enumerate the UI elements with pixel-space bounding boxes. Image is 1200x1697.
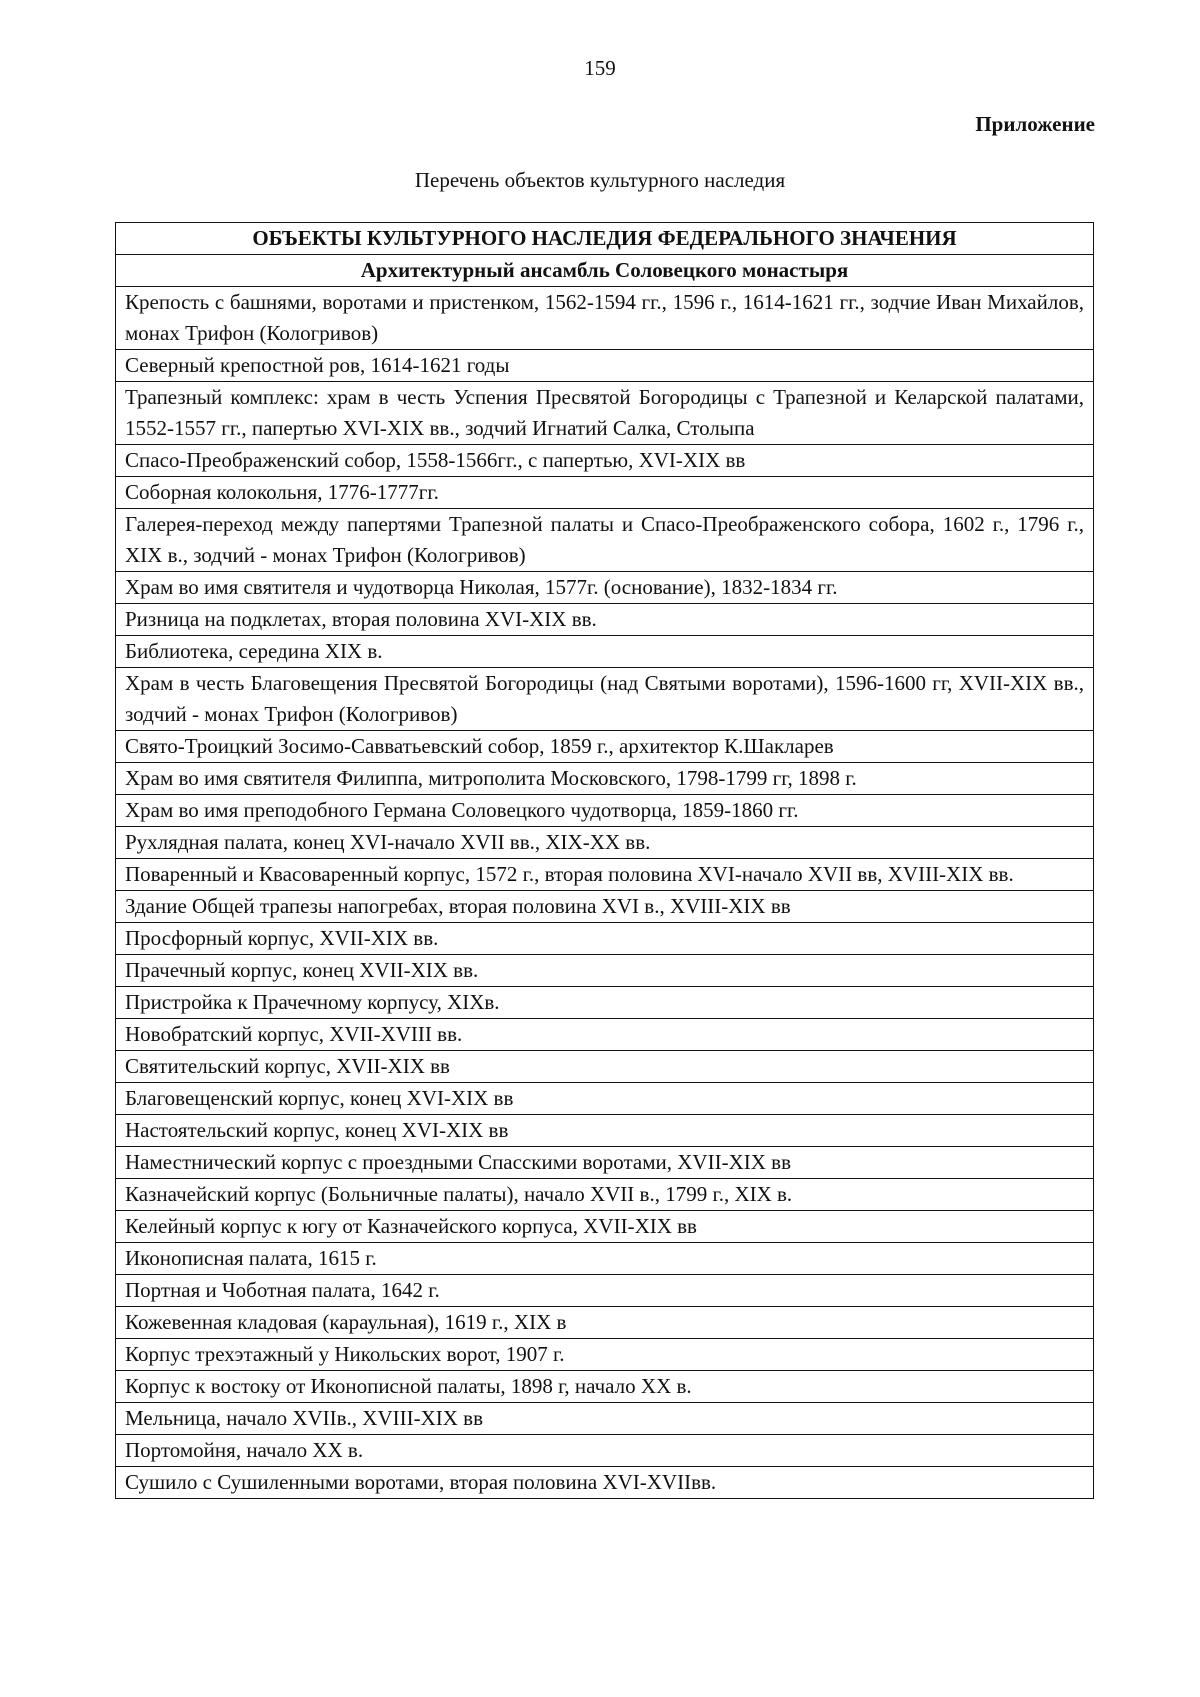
table-row [116,636,1094,668]
table-cell: Мельница, начало XVIIв., XVIII-XIX вв [116,1403,1094,1435]
table-row [116,1083,1094,1115]
table-cell: Портная и Чоботная палата, 1642 г. [116,1275,1094,1307]
table-subheader-row [116,255,1094,287]
table-row [116,1179,1094,1211]
table-row [116,1275,1094,1307]
table-cell: Храм во имя святителя Филиппа, митрополита Московского, 1798-1799 гг, 1898 г. [116,763,1094,795]
table-row [116,891,1094,923]
table-cell: Крепость с башнями, воротами и пристенком, 1562-1594 гг., 1596 г., 1614-1621 гг., зодчие Иван Михайлов, монах Трифон (Кологривов) [116,287,1094,350]
table-row [116,445,1094,477]
table-cell: Трапезный комплекс: храм в честь Успения Пресвятой Богородицы с Трапезной и Келарской палатами, 1552-1557 гг., папертью XVI-XIX вв., зодчий Игнатий Салка, Столыпа [116,382,1094,445]
table-cell: Рухлядная палата, конец XVI-начало XVII вв., XIX-XX вв. [116,827,1094,859]
table-cell: Корпус трехэтажный у Никольских ворот, 1907 г. [116,1339,1094,1371]
table-row [116,859,1094,891]
table-row [116,668,1094,731]
table-cell: Здание Общей трапезы напогребах, вторая половина XVI в., XVIII-XIX вв [116,891,1094,923]
table-row [116,1019,1094,1051]
table-row [116,1371,1094,1403]
table-row [116,1147,1094,1179]
table-cell: Портомойня, начало XX в. [116,1435,1094,1467]
table-row [116,287,1094,350]
table-header-row [116,223,1094,255]
table-row [116,350,1094,382]
table-cell: Просфорный корпус, XVII-XIX вв. [116,923,1094,955]
heritage-table [115,222,1094,1499]
table-row [116,1051,1094,1083]
table-row [116,731,1094,763]
table-cell: Храм во имя святителя и чудотворца Николая, 1577г. (основание), 1832-1834 гг. [116,572,1094,604]
table-header: ОБЪЕКТЫ КУЛЬТУРНОГО НАСЛЕДИЯ ФЕДЕРАЛЬНОГО ЗНАЧЕНИЯ [116,223,1094,255]
table-row [116,1115,1094,1147]
table-cell: Поваренный и Квасоваренный корпус, 1572 г., вторая половина XVI-начало XVII вв, XVIII-XIX вв. [116,859,1094,891]
table-cell: Храм в честь Благовещения Пресвятой Богородицы (над Святыми воротами), 1596-1600 гг, XVII-XIX вв., зодчий - монах Трифон (Кологривов) [116,668,1094,731]
table-cell: Благовещенский корпус, конец XVI-XIX вв [116,1083,1094,1115]
table-row [116,572,1094,604]
table-row [116,604,1094,636]
table-row [116,1211,1094,1243]
table-cell: Пристройка к Прачечному корпусу, XIXв. [116,987,1094,1019]
table-row [116,763,1094,795]
table-row [116,955,1094,987]
table-cell: Иконописная палата, 1615 г. [116,1243,1094,1275]
table-row [116,987,1094,1019]
appendix-label: Приложение [975,112,1095,136]
table-cell: Спасо-Преображенский собор, 1558-1566гг., с папертью, XVI-XIX вв [116,445,1094,477]
table-cell: Галерея-переход между папертями Трапезной палаты и Спасо-Преображенского собора, 1602 г., 1796 г., XIX в., зодчий - монах Трифон (Кологривов) [116,509,1094,572]
table-cell: Новобратский корпус, XVII-XVIII вв. [116,1019,1094,1051]
table-row [116,1243,1094,1275]
table-cell: Прачечный корпус, конец XVII-XIX вв. [116,955,1094,987]
table-row [116,827,1094,859]
table-row [116,795,1094,827]
table-cell: Библиотека, середина XIX в. [116,636,1094,668]
table-cell: Северный крепостной ров, 1614-1621 годы [116,350,1094,382]
table-row [116,509,1094,572]
table-cell: Настоятельский корпус, конец XVI-XIX вв [116,1115,1094,1147]
list-title: Перечень объектов культурного наследия [414,168,786,192]
table-cell: Корпус к востоку от Иконописной палаты, 1898 г, начало XX в. [116,1371,1094,1403]
table-row [116,1307,1094,1339]
table-subheader: Архитектурный ансамбль Соловецкого монастыря [116,255,1094,287]
table-cell: Храм во имя преподобного Германа Соловецкого чудотворца, 1859-1860 гг. [116,795,1094,827]
table-row [116,477,1094,509]
table-row [116,1403,1094,1435]
table-cell: Казначейский корпус (Больничные палаты), начало XVII в., 1799 г., XIX в. [116,1179,1094,1211]
table-row [116,1339,1094,1371]
table-cell: Ризница на подклетах, вторая половина XVI-XIX вв. [116,604,1094,636]
table-row [116,923,1094,955]
table-row [116,1467,1094,1499]
table-row [116,1435,1094,1467]
table-cell: Свято-Троицкий Зосимо-Савватьевский собор, 1859 г., архитектор К.Шакларев [116,731,1094,763]
table-cell: Кожевенная кладовая (караульная), 1619 г., XIX в [116,1307,1094,1339]
table-cell: Соборная колокольня, 1776-1777гг. [116,477,1094,509]
table-cell: Сушило с Сушиленными воротами, вторая половина XVI-XVIIвв. [116,1467,1094,1499]
table-cell: Святительский корпус, XVII-XIX вв [116,1051,1094,1083]
table-cell: Келейный корпус к югу от Казначейского корпуса, XVII-XIX вв [116,1211,1094,1243]
table-row [116,382,1094,445]
table-cell: Наместнический корпус с проездными Спасскими воротами, XVII-XIX вв [116,1147,1094,1179]
page-number: 159 [584,56,616,80]
